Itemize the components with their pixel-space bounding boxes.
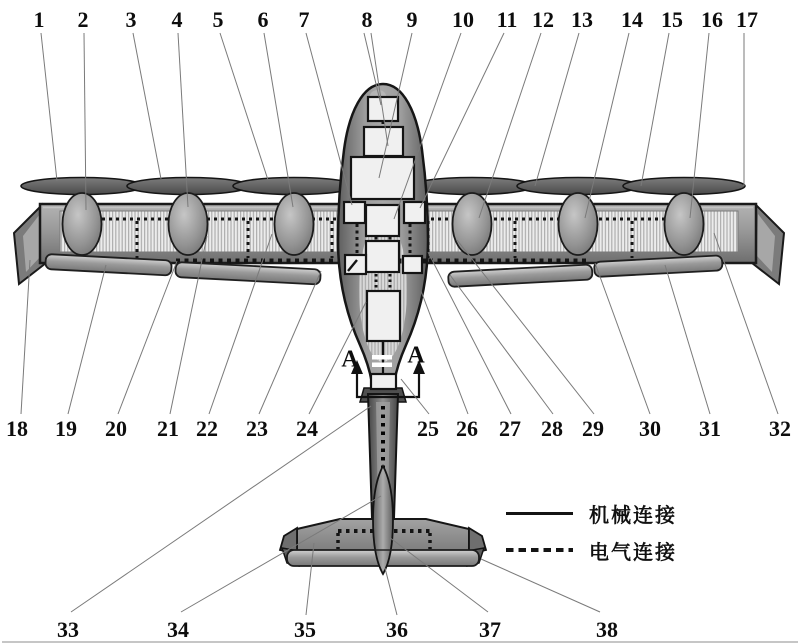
leader-line-30 <box>595 263 650 414</box>
legend-row-electrical <box>506 536 677 564</box>
part-label-4: 4 <box>171 7 183 32</box>
part-label-20: 20 <box>105 416 127 441</box>
equipment-box-1 <box>368 97 398 121</box>
legend-dashed-line-swatch <box>506 548 573 552</box>
aileron-left-inner <box>175 262 321 285</box>
part-label-27: 27 <box>499 416 521 441</box>
part-label-12: 12 <box>532 7 554 32</box>
part-label-32: 32 <box>769 416 791 441</box>
motor-nacelle <box>665 193 704 255</box>
part-label-21: 21 <box>157 416 179 441</box>
part-label-16: 16 <box>701 7 723 32</box>
part-label-34: 34 <box>167 617 189 642</box>
propeller-disc <box>21 178 143 195</box>
motor-nacelle <box>63 193 102 255</box>
legend-solid-line-swatch <box>506 512 573 515</box>
leader-line-15 <box>641 33 669 186</box>
equipment-box-2 <box>364 127 403 156</box>
part-label-17: 17 <box>736 7 758 32</box>
equipment-box-7 <box>371 374 396 389</box>
part-label-11: 11 <box>496 7 518 32</box>
part-label-9: 9 <box>406 7 418 32</box>
equipment-box-right-d <box>403 256 422 273</box>
part-label-31: 31 <box>699 416 721 441</box>
part-label-14: 14 <box>621 7 643 32</box>
part-label-1: 1 <box>33 7 45 32</box>
part-label-35: 35 <box>294 617 316 642</box>
part-label-29: 29 <box>582 416 604 441</box>
legend-label-electrical: 电气连接 <box>589 541 677 564</box>
part-label-28: 28 <box>541 416 563 441</box>
section-marker-a-right: A <box>407 342 425 369</box>
part-label-6: 6 <box>257 7 269 32</box>
equipment-box-left-a <box>344 202 365 223</box>
part-label-36: 36 <box>386 617 408 642</box>
leader-line-5 <box>220 33 268 180</box>
leader-line-1 <box>41 33 57 181</box>
motor-nacelle <box>559 193 598 255</box>
equipment-box-left-c <box>345 255 366 274</box>
legend <box>506 499 677 573</box>
part-label-22: 22 <box>196 416 218 441</box>
part-label-19: 19 <box>55 416 77 441</box>
part-label-33: 33 <box>57 617 79 642</box>
part-label-30: 30 <box>639 416 661 441</box>
equipment-box-6 <box>367 291 400 341</box>
part-label-26: 26 <box>456 416 478 441</box>
aileron-right-inner <box>448 264 593 287</box>
motor-nacelle <box>275 193 314 255</box>
equipment-box-5 <box>366 241 399 272</box>
equipment-box-4 <box>366 205 399 236</box>
section-marker-a-left: A <box>341 346 359 373</box>
propeller-disc <box>127 178 249 195</box>
part-label-18: 18 <box>6 416 28 441</box>
leader-line-13 <box>535 33 579 186</box>
leader-line-31 <box>665 265 710 414</box>
part-label-25: 25 <box>417 416 439 441</box>
propeller-disc <box>411 178 533 195</box>
part-label-7: 7 <box>298 7 310 32</box>
leader-line-19 <box>68 265 106 414</box>
part-label-5: 5 <box>212 7 224 32</box>
empennage <box>280 466 486 574</box>
part-label-24: 24 <box>296 416 318 441</box>
part-label-2: 2 <box>77 7 89 32</box>
part-label-15: 15 <box>661 7 683 32</box>
legend-row-mechanical <box>506 499 677 527</box>
part-label-38: 38 <box>596 617 618 642</box>
legend-label-mechanical: 机械连接 <box>589 504 677 527</box>
part-label-10: 10 <box>452 7 474 32</box>
part-label-37: 37 <box>479 617 501 642</box>
part-label-8: 8 <box>361 7 373 32</box>
motor-nacelle <box>453 193 492 255</box>
leader-line-26 <box>421 291 468 414</box>
leader-line-18 <box>21 260 30 414</box>
leader-line-20 <box>118 261 177 414</box>
part-label-23: 23 <box>246 416 268 441</box>
leader-line-36 <box>385 568 397 615</box>
leader-line-3 <box>133 33 161 179</box>
leader-line-23 <box>259 271 321 414</box>
part-label-13: 13 <box>571 7 593 32</box>
part-label-3: 3 <box>125 7 137 32</box>
propeller-disc <box>233 178 355 195</box>
